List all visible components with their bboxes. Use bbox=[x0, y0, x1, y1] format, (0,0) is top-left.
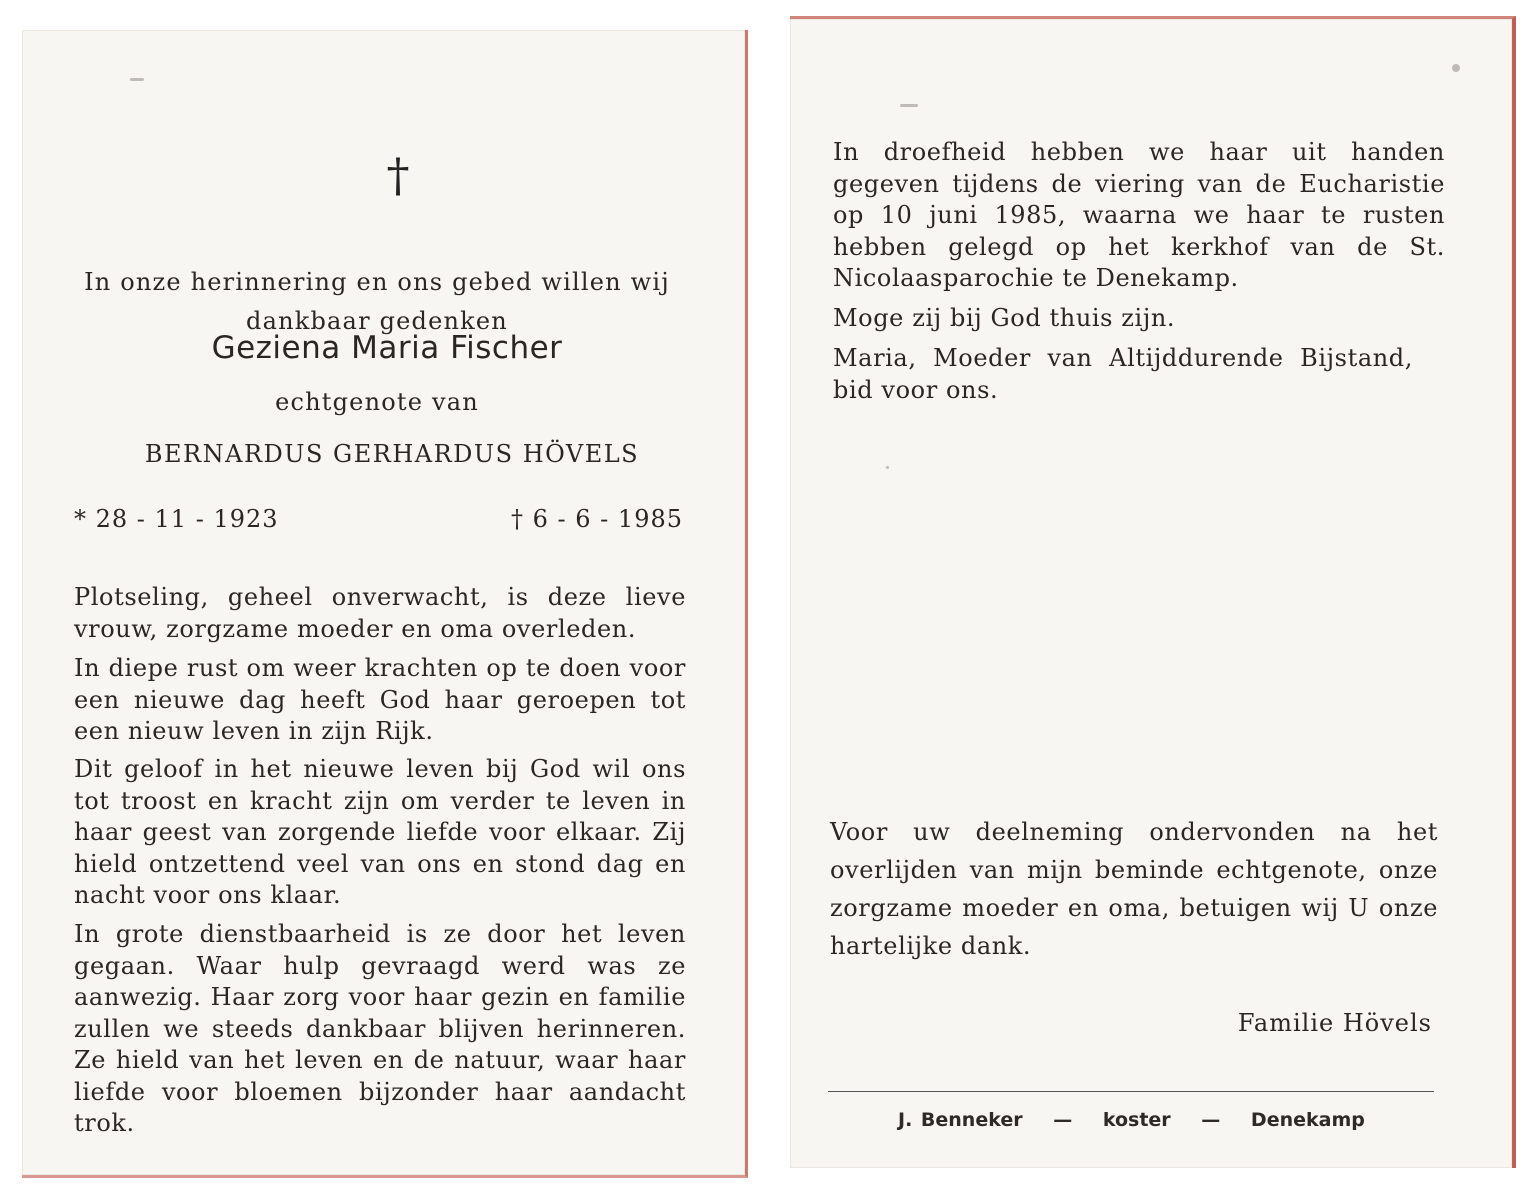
paper-speck bbox=[886, 466, 889, 469]
memorial-card-front bbox=[22, 30, 748, 1178]
printer-dash-1: — bbox=[1053, 1109, 1073, 1131]
divider bbox=[828, 1091, 1434, 1092]
printer-credit bbox=[898, 1109, 1387, 1131]
paragraph-thanks: Voor uw deelneming ondervonden na het overlijden van mijn beminde echtgenote, onze zorgzame moeder en oma, betuigen wij U onze hartelijke dank. bbox=[830, 818, 1438, 960]
printer-name: J. Benneker bbox=[898, 1109, 1023, 1131]
paper-speck bbox=[130, 78, 144, 81]
paragraph-deep-rest: In diepe rust om weer krachten op te doen voor een nieuwe dag heeft God haar geroepen tot een nieuw leven in zijn Rijk. bbox=[74, 654, 686, 745]
paragraph-prayer: Moge zij bij God thuis zijn. bbox=[833, 304, 1176, 332]
paper-speck bbox=[900, 104, 918, 107]
cross-icon: † bbox=[386, 148, 410, 202]
paper-speck bbox=[1452, 64, 1460, 72]
signature: Familie Hövels bbox=[1237, 1009, 1432, 1037]
intro-line-2: dankbaar gedenken bbox=[246, 307, 508, 335]
paragraph-faith: Dit geloof in het nieuwe leven bij God wil ons tot troost en kracht zijn om verder te leven in haar geest van zorgende liefde voor elkaar. Zij hield ontzettend veel van ons en stond dag en nacht voor ons klaar. bbox=[74, 755, 686, 909]
printer-dash-2: — bbox=[1201, 1109, 1221, 1131]
birth-date: * 28 - 11 - 1923 bbox=[74, 505, 279, 533]
deceased-name: Geziena Maria Fischer bbox=[211, 330, 563, 366]
paragraph-funeral: In droefheid hebben we haar uit handen gegeven tijdens de viering van de Eucharistie op 10 juni 1985, waarna we haar te rusten hebben gelegd op het kerkhof van de St. Nicolaasparochie te Denekamp. bbox=[833, 138, 1445, 292]
spouse-label: echtgenote van bbox=[275, 388, 479, 416]
intro-line-1: In onze herinnering en ons gebed willen wij bbox=[84, 268, 670, 296]
printer-place: Denekamp bbox=[1250, 1109, 1365, 1131]
spouse-name: BERNARDUS GERHARDUS HÖVELS bbox=[144, 440, 640, 468]
death-date: † 6 - 6 - 1985 bbox=[511, 505, 683, 533]
paragraph-service: In grote dienstbaarheid is ze door het leven gegaan. Waar hulp gevraagd werd was ze aanwezig. Haar zorg voor haar gezin en familie zullen we steeds dankbaar blijven herinneren. Ze hield van het leven en de natuur, waar haar liefde voor bloemen bijzonder haar aandacht trok. bbox=[74, 920, 686, 1137]
memorial-card-back bbox=[790, 16, 1516, 1168]
printer-role: koster bbox=[1102, 1109, 1171, 1131]
paragraph-sudden-death: Plotseling, geheel onverwacht, is deze lieve vrouw, zorgzame moeder en oma overleden. bbox=[74, 583, 686, 643]
paragraph-maria: Maria, Moeder van Altijddurende Bijstand, bid voor ons. bbox=[833, 344, 1413, 404]
